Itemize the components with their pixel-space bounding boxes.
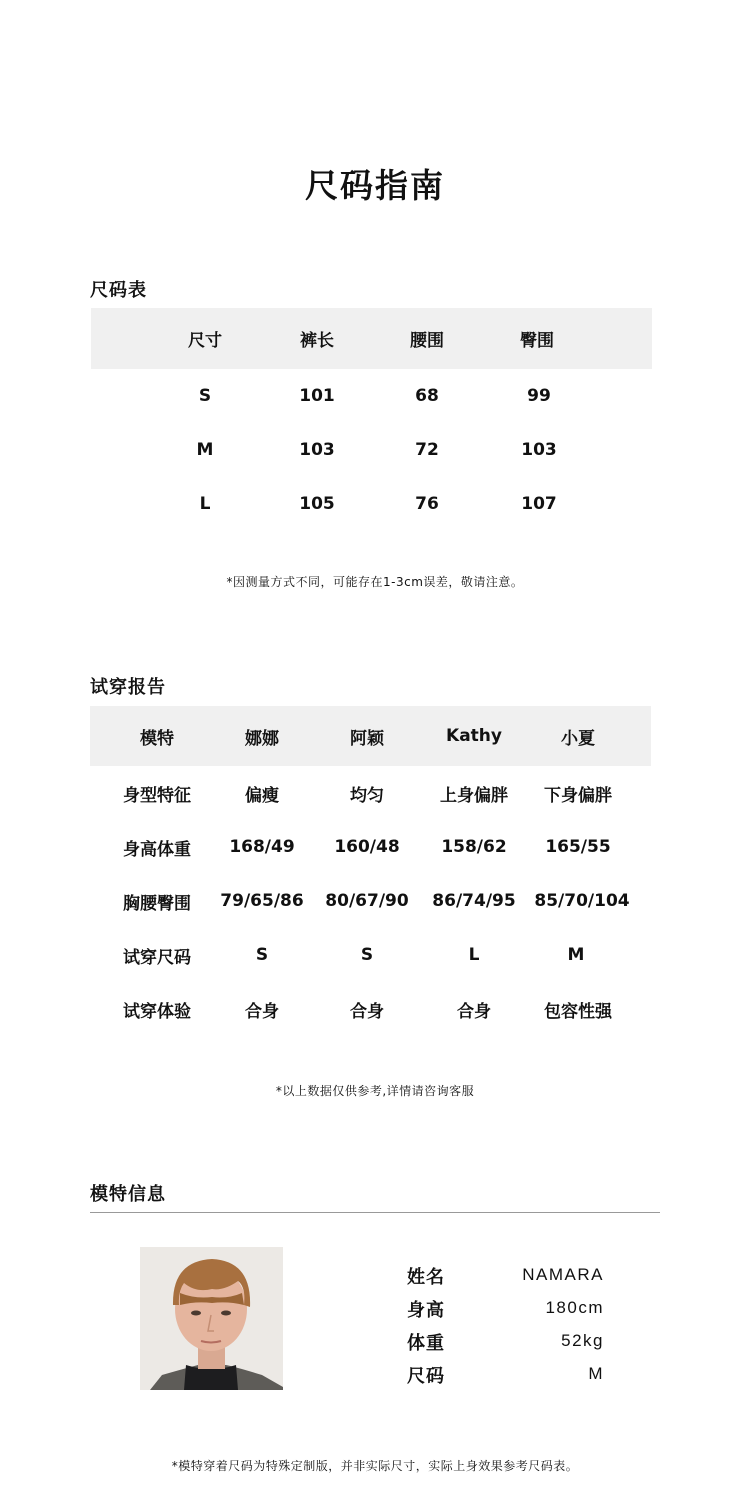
table-row	[91, 477, 652, 531]
model-field-label: 体重	[407, 1333, 445, 1354]
table-cell: 合身	[457, 1001, 491, 1022]
table-cell: M	[567, 945, 585, 965]
table-cell: 合身	[245, 1001, 279, 1022]
size-chart-title: 尺码表	[90, 280, 147, 301]
table-row	[91, 369, 652, 423]
table-cell: 158/62	[441, 837, 507, 857]
table-cell: 72	[415, 440, 439, 460]
table-cell: 103	[299, 440, 335, 460]
model-field-label: 尺码	[407, 1366, 445, 1387]
model-field-label: 身高	[407, 1300, 445, 1321]
table-cell: 86/74/95	[432, 891, 516, 911]
table-cell: 包容性强	[544, 1001, 612, 1022]
table-row	[90, 982, 651, 1036]
table-cell: 85/70/104	[534, 891, 630, 911]
row-label: 身高体重	[123, 839, 191, 860]
table-cell: 103	[521, 440, 557, 460]
table-cell: S	[198, 386, 212, 406]
table-cell: S	[360, 945, 374, 965]
table-cell: 80/67/90	[325, 891, 409, 911]
model-info-note: *模特穿着尺码为特殊定制版，并非实际尺寸，实际上身效果参考尺码表。	[171, 1459, 579, 1473]
table-row	[90, 766, 651, 820]
row-label: 身型特征	[123, 785, 191, 806]
table-cell: 107	[521, 494, 557, 514]
model-field-value: 52kg	[561, 1331, 604, 1350]
model-field-value: M	[588, 1364, 604, 1383]
table-cell: S	[255, 945, 269, 965]
table-cell: 79/65/86	[220, 891, 304, 911]
trial-header-cell: 娜娜	[245, 728, 279, 749]
table-cell: 68	[415, 386, 439, 406]
table-cell: 76	[415, 494, 439, 514]
section-divider	[90, 1212, 660, 1213]
table-cell: 合身	[350, 1001, 384, 1022]
table-row	[90, 820, 651, 874]
trial-report-title: 试穿报告	[90, 677, 166, 698]
model-field-value: 180cm	[545, 1298, 604, 1317]
table-cell: M	[196, 440, 214, 460]
model-info-title: 模特信息	[90, 1184, 166, 1205]
row-label: 试穿体验	[123, 1001, 191, 1022]
table-cell: 168/49	[229, 837, 295, 857]
size-chart-header	[91, 308, 652, 369]
table-cell: 165/55	[545, 837, 611, 857]
table-cell: 105	[299, 494, 335, 514]
table-row	[91, 423, 652, 477]
row-label: 试穿尺码	[123, 947, 191, 968]
trial-header-cell: Kathy	[446, 726, 502, 746]
size-header-cell: 腰围	[410, 331, 444, 351]
trial-report-table	[90, 706, 651, 1036]
table-cell: 上身偏胖	[440, 785, 508, 806]
table-cell: 101	[299, 386, 335, 406]
table-row	[90, 928, 651, 982]
model-photo	[140, 1247, 283, 1390]
table-cell: 99	[527, 386, 551, 406]
size-header-cell: 裤长	[300, 331, 334, 351]
trial-report-note: *以上数据仅供参考,详情请咨询客服	[275, 1084, 475, 1098]
model-field-value: NAMARA	[522, 1265, 604, 1284]
table-cell: L	[468, 945, 480, 965]
model-field-label: 姓名	[407, 1267, 445, 1288]
size-header-cell: 尺寸	[188, 331, 222, 351]
trial-header-cell: 小夏	[561, 728, 595, 749]
table-cell: 160/48	[334, 837, 400, 857]
table-cell: 均匀	[350, 785, 384, 806]
size-chart-table	[91, 308, 652, 531]
row-label: 胸腰臀围	[123, 893, 191, 914]
table-cell: 偏瘦	[245, 785, 279, 806]
size-chart-note: *因测量方式不同，可能存在1-3cm误差，敬请注意。	[226, 575, 524, 589]
size-header-cell: 臀围	[520, 331, 554, 351]
page-title: 尺码指南	[305, 166, 445, 205]
table-cell: 下身偏胖	[544, 785, 612, 806]
table-cell: L	[199, 494, 211, 514]
table-row	[90, 874, 651, 928]
trial-report-header	[90, 706, 651, 766]
trial-header-cell: 阿颖	[350, 728, 384, 749]
trial-header-cell: 模特	[140, 728, 174, 749]
